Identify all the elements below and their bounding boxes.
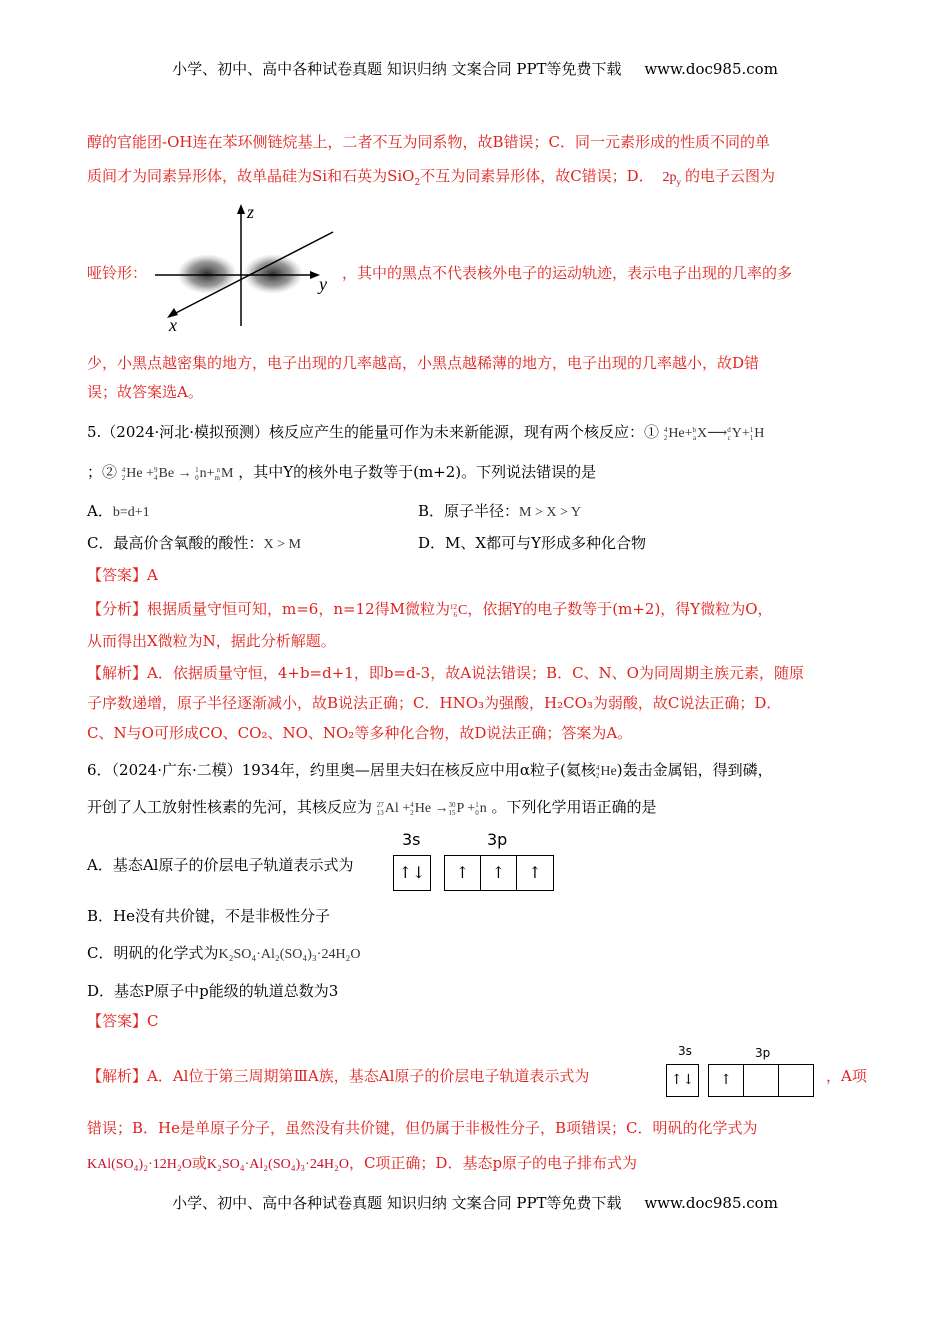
q6-explanation-1a: 【解析】A．Al位于第三周期第ⅢA族，基态Al原子的价层电子轨道表示式为 [87, 1067, 590, 1085]
q6-explanation-3: KAl(SO₄)₂·12H₂O或K₂SO₄·Al₂(SO₄)₃·24H₂O，C项正确；D．基态p原子的电子排布式为 [87, 1154, 638, 1172]
q5-option-a: A．b=d+1 [87, 502, 150, 520]
orbital-3p-label: 3p [487, 830, 508, 849]
header-url: www.doc985.com [644, 60, 778, 78]
exp-orbital-3p-label: 3p [755, 1046, 771, 1060]
q6-option-c: C．明矾的化学式为K₂SO₄·Al₂(SO₄)₃·24H₂O [87, 944, 361, 962]
header-text: 小学、初中、高中各种试卷真题 知识归纳 文案合同 PPT等免费下载 [172, 60, 622, 78]
q5-answer: 【答案】A [87, 566, 158, 584]
footer-text: 小学、初中、高中各种试卷真题 知识归纳 文案合同 PPT等免费下载 [172, 1194, 622, 1212]
q5-option-b: B．原子半径：M > X > Y [418, 502, 581, 520]
p-orbital-figure [155, 198, 340, 334]
prev-line-4: 少，小黑点越密集的地方，电子出现的几率越高，小黑点越稀薄的地方，电子出现的几率越小，故D错 [87, 354, 760, 372]
q5-option-d: D．M、X都可与Y形成多种化合物 [418, 534, 646, 552]
q5-analysis-1: 【分析】根据质量守恒可知，m=6，n=12得M微粒为12 6C，依据Y的电子数等于(m+2)，得Y微粒为O， [87, 600, 773, 619]
page-footer [0, 1192, 950, 1213]
x-label: x [169, 315, 177, 334]
exp-orbital-3s-label: 3s [678, 1044, 692, 1058]
prev-line-3b: ，其中的黑点不代表核外电子的运动轨迹，表示电子出现的几率的多 [342, 264, 793, 282]
exp-orbital-3p-box: ↑ [708, 1064, 814, 1097]
orbital-3s-box: ↑↓ [393, 855, 431, 891]
prev-line-1: 醇的官能团-OH连在苯环侧链烷基上，二者不互为同系物，故B错误；C．同一元素形成的性质不同的单 [87, 133, 770, 151]
orbital-3s-label: 3s [402, 830, 421, 849]
y-label: y [319, 274, 327, 294]
q6-explanation-2: 错误；B．He是单原子分子，虽然没有共价键，但仍属于非极性分子，B项错误；C．明矾的化学式为 [87, 1119, 758, 1137]
prev-line-2: 质间才为同素异形体，故单晶硅为Si和石英为SiO$_2$不互为同素异形体，故C错误；D． $2p_y$ 的电子云图为 [87, 167, 775, 188]
q6-option-a: A．基态Al原子的价层电子轨道表示式为 [87, 856, 354, 874]
z-label: z [247, 202, 255, 222]
q6-option-d: D．基态P原子中p能级的轨道总数为3 [87, 982, 339, 1000]
q5-analysis-2: 从而得出X微粒为N，据此分析解题。 [87, 632, 336, 650]
q6-option-b: B．He没有共价键，不是非极性分子 [87, 907, 330, 925]
page-header [0, 58, 950, 79]
prev-line-3a: 哑铃形： [87, 264, 148, 282]
q6-stem-line-2: 开创了人工放射性核素的先河，其核反应为 27 13Al +4 2He →30 15P +1 0n 。下列化学用语正确的是 [87, 798, 657, 817]
orbital-3p-box: ↑ ↑ ↑ [444, 855, 554, 891]
q5-stem-line-1: 5.（2024·河北·模拟预测）核反应产生的能量可作为未来新能源，现有两个核反应：① 4 2He+b aX⟶d cY+1 1H [87, 423, 765, 442]
exp-orbital-3s-box: ↑↓ [666, 1064, 699, 1097]
orbital-lobe-left [177, 254, 237, 294]
footer-url: www.doc985.com [644, 1194, 778, 1212]
q5-option-c: C．最高价含氧酸的酸性：X > M [87, 534, 301, 552]
q5-explanation-2: 子序数递增，原子半径逐渐减小，故B说法正确；C．HNO₃为强酸，H₂CO₃为弱酸，故C说法正确；D． [87, 694, 782, 712]
q6-explanation-1b: ，A项 [826, 1067, 867, 1085]
q6-stem-line-1: 6．（2024·广东·二模）1934年，约里奥—居里夫妇在核反应中用α粒子(氦核4 2He)轰击金属铝，得到磷， [87, 761, 773, 780]
prev-line-5: 误；故答案选A。 [87, 383, 203, 401]
q5-explanation-1: 【解析】A．依据质量守恒，4+b=d+1，即b=d-3，故A说法错误；B．C、N、O为同周期主族元素，随原 [87, 664, 804, 682]
q5-explanation-3: C、N与O可形成CO、CO₂、NO、NO₂等多种化合物，故D说法正确；答案为A。 [87, 724, 633, 742]
q6-answer: 【答案】C [87, 1012, 159, 1030]
q5-stem-line-2: ；② 4 2He +9 4Be → 1 0n+ n mM ，其中Y的核外电子数等于(m+2)。下列说法错误的是 [87, 463, 597, 482]
